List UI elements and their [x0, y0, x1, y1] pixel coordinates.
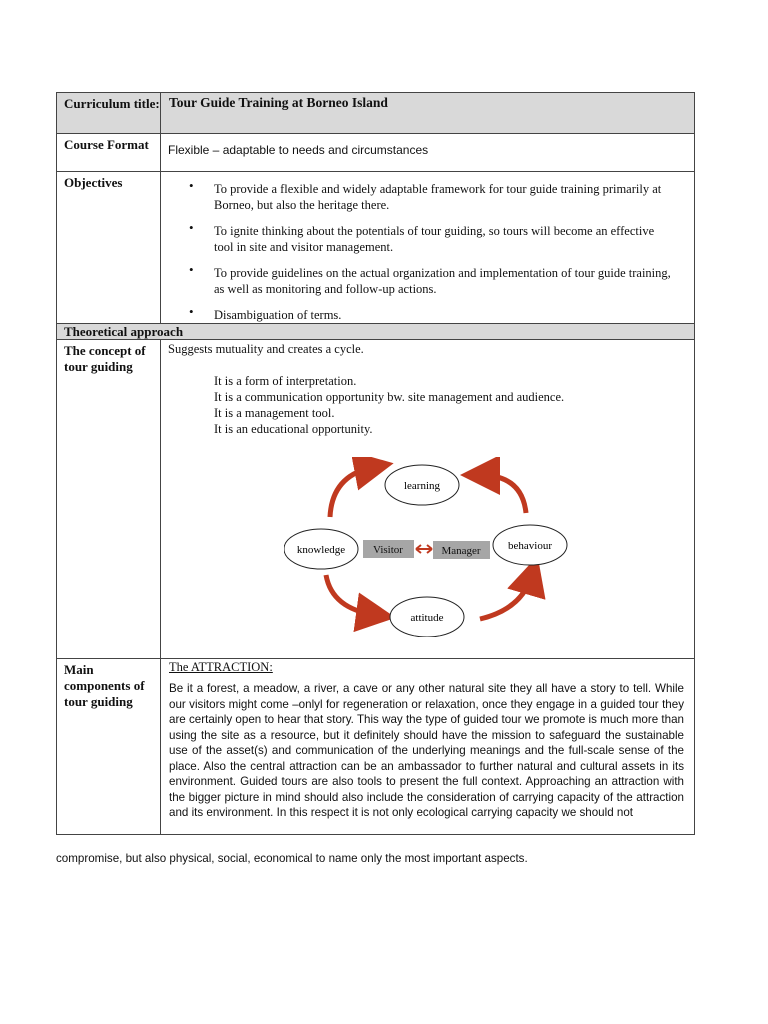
- curriculum-title-value: Tour Guide Training at Borneo Island: [169, 95, 388, 110]
- bullet-icon: •: [189, 304, 194, 319]
- curriculum-table: [56, 92, 695, 835]
- objectives-label: Objectives: [57, 172, 161, 324]
- attitude-label: attitude: [410, 612, 444, 624]
- main-components-label: Main components of tour guiding: [57, 659, 161, 835]
- knowledge-label: knowledge: [296, 544, 346, 556]
- cycle-arrow-behaviour-attitude: [480, 575, 532, 619]
- bullet-icon: •: [189, 262, 194, 277]
- concept-intro: Suggests mutuality and creates a cycle.: [168, 342, 364, 356]
- concept-point: It is a communication opportunity bw. site management and audience.: [214, 390, 565, 404]
- concept-point: It is a form of interpretation.: [214, 374, 357, 388]
- objective-item: • To ignite thinking about the potentials of tour guiding, so tours will become an effective tool in site and visitor management.: [189, 220, 655, 254]
- trailing-paragraph: compromise, but also physical, social, economical to name only the most important aspects.: [56, 852, 528, 865]
- theoretical-approach-heading: Theoretical approach: [57, 324, 695, 340]
- row-theoretical-approach: [57, 324, 695, 340]
- bullet-icon: •: [189, 178, 194, 193]
- objective-item: • To provide guidelines on the actual organization and implementation of tour guide training, as well as monitoring and follow-up actions.: [189, 262, 671, 296]
- behaviour-label: behaviour: [508, 540, 552, 552]
- concept-point: It is a management tool.: [214, 406, 335, 420]
- row-concept: [57, 340, 695, 659]
- tour-guiding-cycle-diagram: [284, 457, 584, 637]
- course-format-label: Course Format: [57, 134, 161, 172]
- visitor-label: Visitor: [373, 544, 403, 556]
- attraction-heading: The ATTRACTION:: [169, 660, 273, 674]
- row-main-components: [57, 659, 695, 835]
- double-arrow-icon: [416, 545, 432, 553]
- objectives-list: [161, 178, 694, 323]
- concept-point: It is an educational opportunity.: [214, 422, 373, 436]
- cycle-arrow-visitor-attitude: [326, 575, 376, 615]
- row-course-format: [57, 134, 695, 172]
- course-format-value: Flexible – adaptable to needs and circumstances: [168, 143, 429, 157]
- objective-item: • Disambiguation of terms.: [189, 304, 342, 322]
- attraction-text: Be it a forest, a meadow, a river, a cave or any other natural site they all have a story to tell. While our visitors might come –onlyl for regeneration or relaxation, once they engage in a guided tour they are certainly open to hear that story. This way the type of guided tour we promote is much more than using the site as a resource, but it definitely should have the mission to safeguard the sustainable use of the asset(s) and communication of the underlying meanings and the full-scale sense of the place. Also the central attraction can be an ambassador to further natural and cultural assets in its environment. Guided tours are also tools to present the full context. Approaching an attraction with the bigger picture in mind should also include the consideration of carrying capacity of the attraction and its environment. In this respect it is not only ecological carrying capacity we should not: [169, 682, 684, 819]
- row-objectives: [57, 172, 695, 324]
- learning-label: learning: [403, 480, 441, 492]
- curriculum-title-label: Curriculum title:: [57, 93, 161, 134]
- row-curriculum-title: [57, 93, 695, 134]
- objective-item: • To provide a flexible and widely adaptable framework for tour guide training primarily at Borneo, but also the heritage there.: [189, 178, 662, 212]
- cycle-arrow-knowledge-learning: [330, 467, 374, 517]
- concept-points: [168, 373, 694, 437]
- bullet-icon: •: [189, 220, 194, 235]
- concept-label: The concept of tour guiding: [57, 340, 161, 659]
- cycle-arrow-behaviour-learning: [480, 475, 526, 513]
- manager-label: Manager: [441, 545, 481, 557]
